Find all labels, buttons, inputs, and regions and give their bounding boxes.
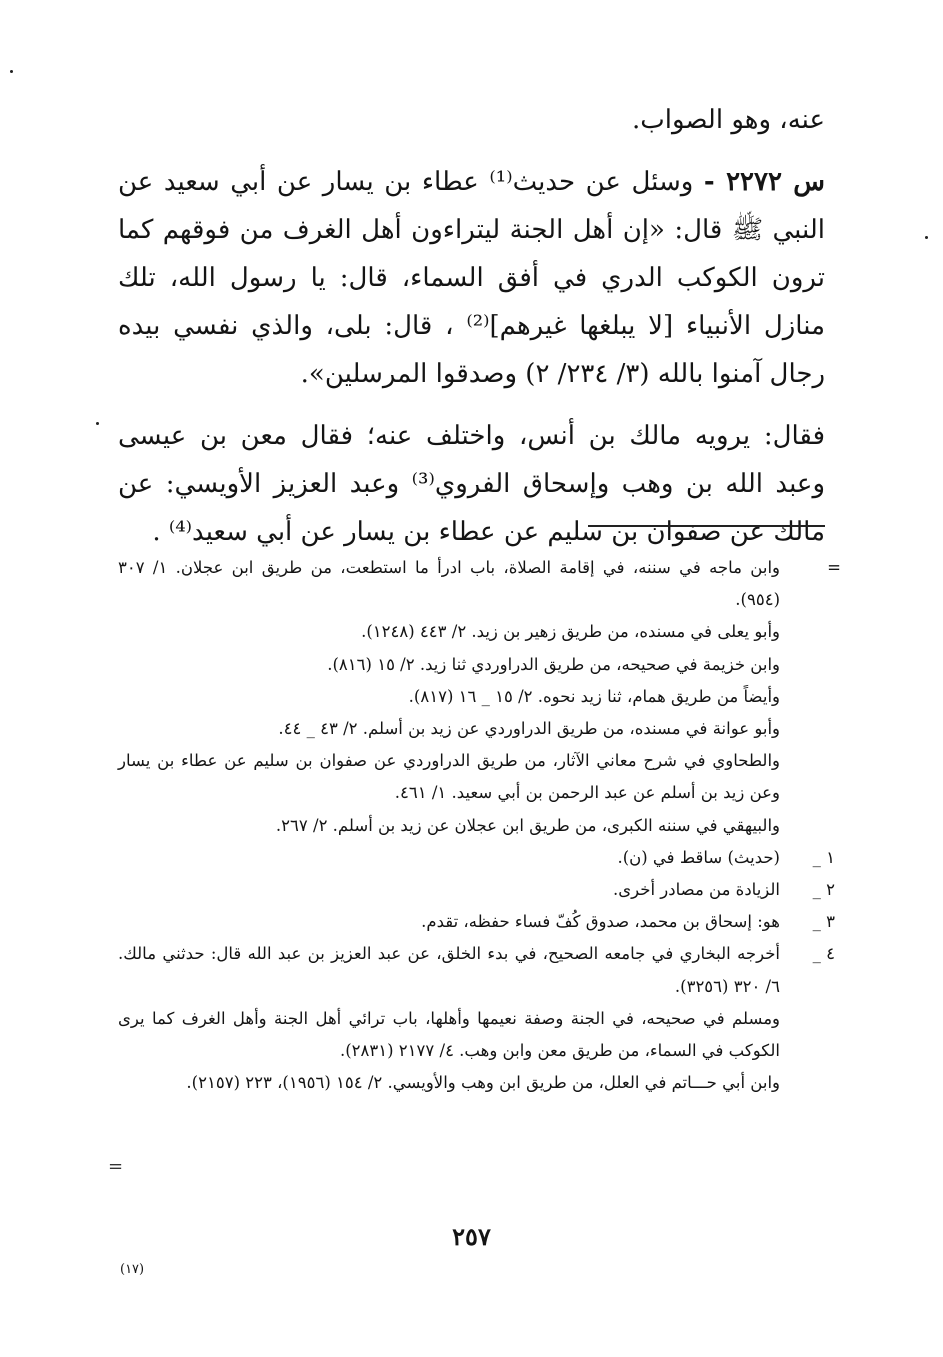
footnote-continuation-text: والطحاوي في شرح معاني الآثار، من طريق الدراوردي عن صفوان بن سليم عن عطاء بن يسار وعن زيد بن أسلم عن عبد الرحمن بن أبي سعيد. ١/ ٤٦١. (118, 751, 780, 803)
main-text (118, 96, 825, 556)
footnote-marker: ٢ _ (812, 880, 835, 900)
signature-mark: (١٧) (120, 1262, 145, 1277)
footnote-text: وابن أبي حـــاتم في العلل، من طريق ابن وهب والأويسي. ٢/ ١٥٤ (١٩٥٦)، ٢٢٣ (٢١٥٧). (186, 1073, 780, 1093)
footnote-text: هو: إسحاق بن محمد، صدوق كُفّ فساء حفظه، تقدم. (421, 912, 780, 932)
footnote-continuation (118, 552, 841, 616)
footnote-4-continuation (118, 1003, 825, 1067)
footnote-continuation-text: وابن ماجه في سننه، في إقامة الصلاة، باب ادرأ ما استطعت، من طريق ابن عجلان. ١/ ٣٠٧ (٩٥٤). (118, 558, 780, 610)
footnote-continuation: وأبو يعلى في مسنده، من طريق زهير بن زيد. ٢/ ٤٤٣ (١٢٤٨). (361, 622, 780, 642)
continuation-mark: = (827, 558, 841, 577)
footnote-marker: ٤ _ (812, 944, 835, 964)
footnote-4-continuation (118, 1067, 825, 1099)
footnote-text: الزيادة من مصادر أخرى. (613, 880, 780, 900)
footnotes (118, 552, 841, 1099)
scan-speck (10, 70, 13, 73)
footnote-4 (118, 938, 835, 1002)
footnote-marker: ٣ _ (812, 912, 835, 932)
footnote-continuation: والبيهقي في سننه الكبرى، من طريق ابن عجلان عن زيد بن أسلم. ٢/ ٢٦٧. (275, 815, 780, 835)
footnote-divider (588, 525, 825, 527)
footnote-1 (118, 842, 835, 874)
scan-speck (96, 422, 99, 425)
footnote-text: أخرجه البخاري في جامعه الصحيح، في بدء الخلق، عن عبد العزيز بن عبد الله قال: حدثني مالك. ٦/ ٣٢٠ (٣٢٥٦). (118, 944, 780, 996)
footnote-marker: ١ _ (812, 847, 835, 867)
question-number: س ٢٢٧٢ - (703, 167, 826, 197)
footnote-continuation: وابن خزيمة في صحيحه، من طريق الدراوردي ثنا زيد. ٢/ ١٥ (٨١٦). (327, 654, 780, 674)
footnote-continuation (118, 745, 825, 809)
page-number: ٢٥٧ (452, 1222, 491, 1251)
footnote-3 (118, 906, 835, 938)
footnote-2 (118, 874, 835, 906)
footnote-continuation: وأبو عوانة في مسنده، من طريق الدراوردي عن زيد بن أسلم. ٢/ ٤٣ _ ٤٤. (278, 719, 780, 739)
answer-paragraph: فقال: يرويه مالك بن أنس، واختلف عنه؛ فقال معن بن عيسى وعبد الله بن وهب وإسحاق الفروي⁽³⁾ وعبد العزيز الأويسي: عن مالك عن صفوان بن سليم عن عطاء بن يسار عن أبي سعيد⁽⁴⁾ . (118, 421, 825, 547)
main-line-1: عنه، وهو الصواب. (631, 105, 825, 135)
continuation-end-mark: = (108, 1156, 124, 1177)
footnote-continuation: وأيضاً من طريق همام، ثنا زيد نحوه. ٢/ ١٥ _ ١٦ (٨١٧). (408, 686, 780, 706)
scan-speck (925, 236, 928, 239)
footnote-text: ومسلم في صحيحه، في الجنة وصفة نعيمها وأهلها، باب ترائي أهل الجنة وأهل الغرف كما يرى الكوكب في السماء، من طريق معن وابن وهب. ٤/ ٢١٧٧ (٢٨٣١). (118, 1008, 780, 1061)
question-paragraph (118, 158, 825, 398)
footnote-text: (حديث) ساقط في (ن). (617, 847, 780, 867)
question-text: وسئل عن حديث⁽¹⁾ عطاء بن يسار عن أبي سعيد عن النبي ﷺ قال: «إن أهل الجنة ليتراءون أهل الغرف من فوقهم كما ترون الكوكب الدري في أفق السماء، قال: يا رسول الله، تلك منازل الأنبياء [لا يبلغها غيرهم]⁽²⁾ ، قال: بلى، والذي نفسي بيده رجال آمنوا بالله (٣/ ٢٣٤/ ٢) وصدقوا المرسلين». (118, 167, 826, 389)
